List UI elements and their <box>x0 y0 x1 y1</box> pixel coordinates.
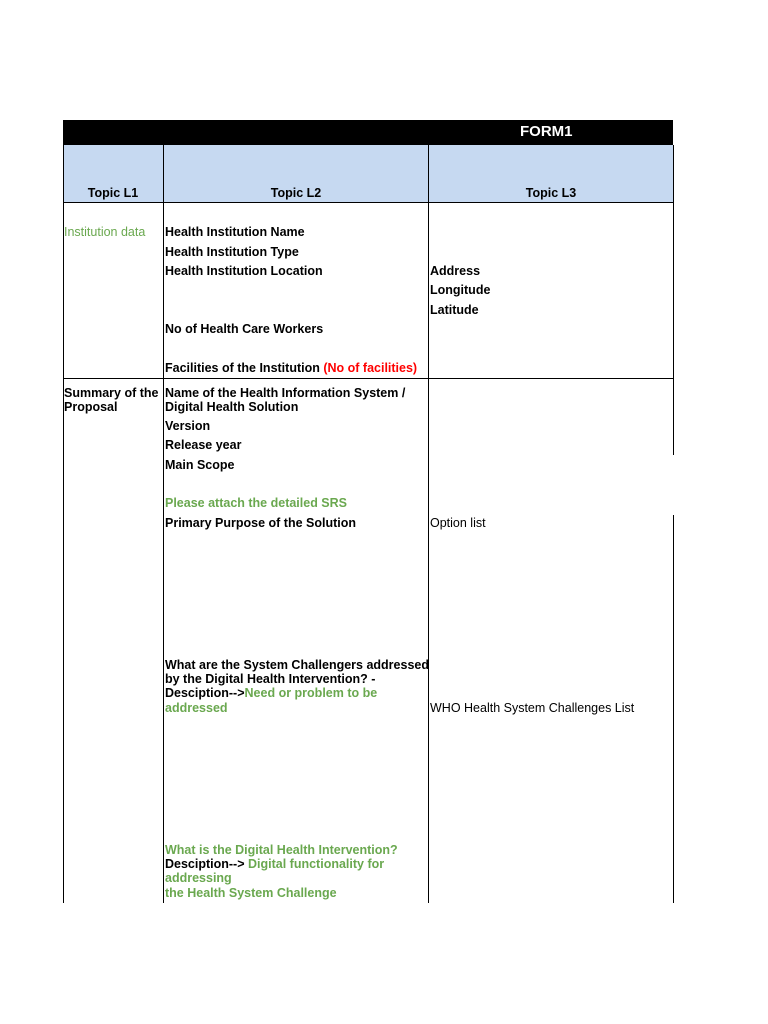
challenges-line2: by the Digital Health Intervention? - <box>165 672 376 686</box>
summary-label-line2: Proposal <box>64 400 118 414</box>
challenges-line4: addressed <box>165 701 228 715</box>
his-name-line1: Name of the Health Information System / <box>165 386 406 400</box>
intervention-line2: Desciption--> Digital functionality for <box>165 857 385 871</box>
option-list-label: Option list <box>430 516 486 530</box>
attach-srs-note: Please attach the detailed SRS <box>165 496 348 510</box>
summary-label-line1: Summary of the <box>64 386 159 400</box>
facilities-note: (No of facilities) <box>323 361 418 375</box>
grid-line-left <box>63 145 64 903</box>
header-topic-l1: Topic L1 <box>87 186 139 200</box>
grid-line-right-upper <box>673 145 674 455</box>
grid-line-col1 <box>163 145 164 903</box>
intervention-functionality-text: Digital functionality for <box>248 857 385 871</box>
grid-line-row1-bottom <box>63 378 674 379</box>
grid-line-col2 <box>428 145 429 903</box>
his-name-line2: Digital Health Solution <box>165 400 299 414</box>
who-challenges-list-label: WHO Health System Challenges List <box>430 701 635 715</box>
institution-name-label: Health Institution Name <box>165 225 305 239</box>
grid-line-right-lower <box>673 515 674 903</box>
institution-type-label: Health Institution Type <box>165 245 299 259</box>
challenges-line1: What are the System Challengers addressed <box>165 658 429 672</box>
header-topic-l2: Topic L2 <box>270 186 322 200</box>
grid-line-header-bottom <box>63 202 674 203</box>
header-topic-l3: Topic L3 <box>525 186 577 200</box>
main-scope-label: Main Scope <box>165 458 235 472</box>
latitude-label: Latitude <box>430 303 479 317</box>
intervention-line4: the Health System Challenge <box>165 886 337 900</box>
intervention-line1: What is the Digital Health Intervention? <box>165 843 398 857</box>
longitude-label: Longitude <box>430 283 491 297</box>
challenges-line3: Desciption-->Need or problem to be <box>165 686 378 700</box>
challenges-need-text: Need or problem to be <box>244 686 378 700</box>
intervention-line3: addressing <box>165 871 232 885</box>
version-label: Version <box>165 419 211 433</box>
primary-purpose-label: Primary Purpose of the Solution <box>165 516 356 530</box>
release-year-label: Release year <box>165 438 242 452</box>
facilities-label: Facilities of the Institution (No of facilities) <box>165 361 418 375</box>
address-label: Address <box>430 264 481 278</box>
health-care-workers-label: No of Health Care Workers <box>165 322 324 336</box>
form-title: FORM1 <box>520 123 573 140</box>
institution-location-label: Health Institution Location <box>165 264 323 278</box>
institution-data-label: Institution data <box>64 225 146 239</box>
form-title-bar <box>63 120 673 145</box>
